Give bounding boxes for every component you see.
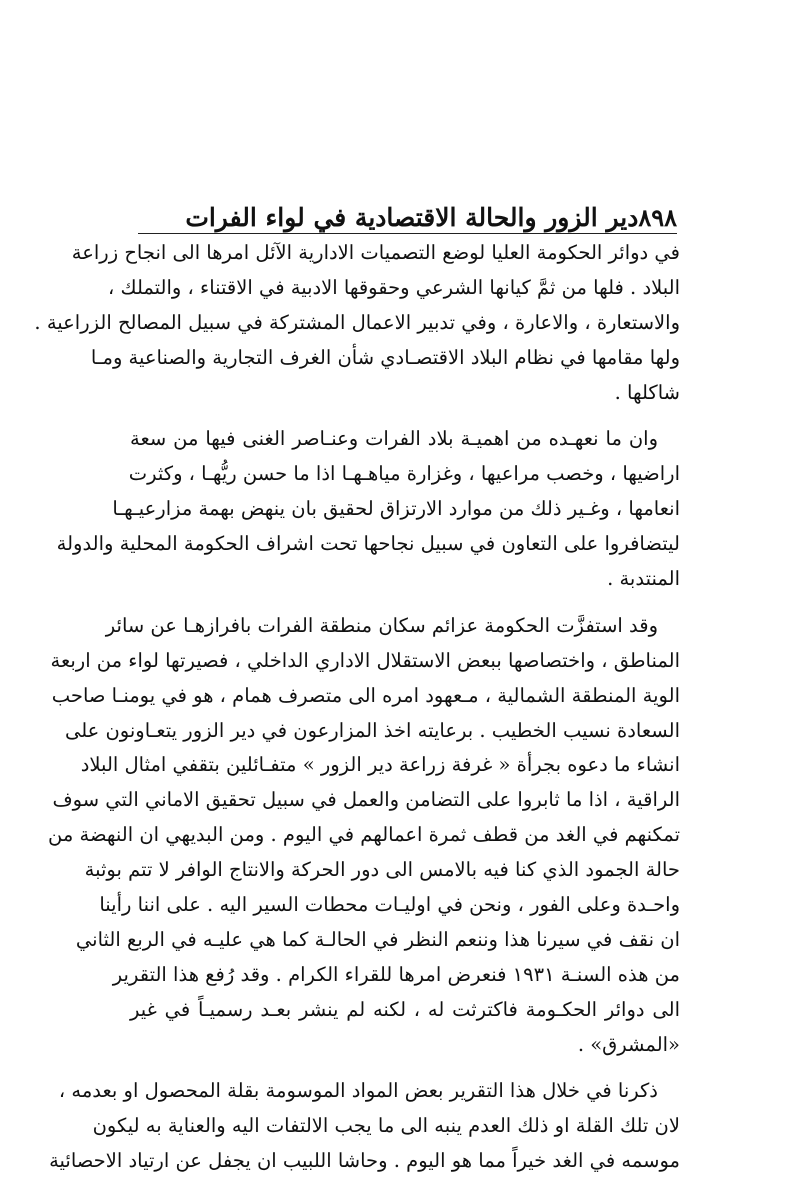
- text-line: الوية المنطقة الشمالية ، مـعهود امره الى متصرف همام ، هو في يومنـا صاحب: [51, 683, 680, 707]
- text-line: شاكلها .: [614, 380, 680, 404]
- text-line: واحـدة وعلى الفور ، ونحن في اوليـات محطات السير اليه . على اننا رأينا: [99, 893, 680, 917]
- text-line: في دوائر الحكومة العليا لوضع التصميات الادارية الآئل امرها الى انجاح زراعة: [71, 241, 680, 264]
- text-line: وان ما نعهـده من اهميـة بلاد الفرات وعنـاصر الغنى فيها من سعة: [130, 427, 658, 451]
- text-line: «المشرق» .: [577, 1032, 680, 1056]
- text-line: ولها مقامها في نظام البلاد الاقتصـادي شأن الغرف التجارية والصناعية ومـا: [90, 345, 680, 369]
- text-line: البلاد . فلها من ثمَّ كيانها الشرعي وحقوقها الادبية في الاقتناء ، والتملك ،: [108, 275, 680, 299]
- text-line: تمكنهم في الغد من قطف ثمرة اعمالهم في اليوم . ومن البديهي ان النهضة من: [48, 823, 680, 847]
- page-number: ٨٩٨: [638, 203, 677, 232]
- text-line: حالة الجمود الذي كنا فيه بالامس الى دور الحركة والانتاج الوافر لا تتم بوثبة: [84, 858, 680, 882]
- text-line: وقد استفزَّت الحكومة عزائم سكان منطقة الفرات بافرازهـا عن سائر: [105, 613, 658, 637]
- paragraph: [56, 422, 680, 596]
- paragraph: [49, 1074, 680, 1179]
- text-line: اراضيها ، وخصب مراعيها ، وغزارة مياهـهـا اذا ما حسن ريُّهـا ، وكثرت: [128, 462, 680, 486]
- text-line: لان تلك القلة او ذلك العدم ينبه الى ما يجب الالتفات اليه والعناية به ليكون: [92, 1114, 680, 1138]
- text-line: المنتدبة .: [607, 567, 680, 591]
- text-line: انعامها ، وغـير ذلك من موارد الارتزاق لحقيق بان ينهض بهمة مزارعيـهـا: [112, 497, 680, 521]
- header-rule: [138, 233, 677, 234]
- text-line: السعادة نسيب الخطيب . برعايته اخذ المزارعون في دير الزور يتعـاونون على: [64, 718, 680, 742]
- text-line: ان نقف في سيرنا هذا وننعم النظر في الحالـة كما هي عليـه في الربع الثاني: [75, 927, 680, 951]
- paragraph: [34, 236, 680, 410]
- text-line: ليتضافروا على التعاون في سبيل نجاحها تحت اشراف الحكومة المحلية والدولة: [56, 532, 680, 556]
- text-line: الى دوائر الحكـومة فاكترثت له ، لكنه لم ينشر بعـد رسميـاً في غير: [130, 997, 680, 1021]
- text-line: والاستعارة ، والاعارة ، وفي تدبير الاعمال المشتركة في سبيل المصالح الزراعية .: [34, 310, 680, 334]
- text-line: المناطق ، واختصاصها ببعض الاستقلال الاداري الداخلي ، فصيرتها لواء من اربعة: [50, 648, 680, 672]
- text-line: من هذه السنـة ١٩٣١ فنعرض امرها للقراء الكرام . وقد رُفع هذا التقرير: [112, 962, 680, 986]
- page-header: [185, 188, 677, 232]
- running-title: دير الزور والحالة الاقتصادية في لواء الفرات: [185, 203, 639, 232]
- text-line: موسمه في الغد خيراً مما هو اليوم . وحاشا اللبيب ان يجفل عن ارتياد الاحصائية: [49, 1149, 680, 1173]
- text-line: ذكرنا في خلال هذا التقرير بعض المواد الموسومة بقلة المحصول او بعدمه ،: [58, 1079, 658, 1103]
- body-text: [34, 236, 680, 1179]
- text-line: الراقية ، اذا ما ثابروا على التضامن والعمل في سبيل تحقيق الاماني التي سوف: [52, 788, 680, 812]
- text-line: انشاء ما دعوه بجرأة « غرفة زراعة دير الزور » متفـائلين بتقفي امثال البلاد: [80, 753, 680, 777]
- paragraph: [48, 609, 680, 1063]
